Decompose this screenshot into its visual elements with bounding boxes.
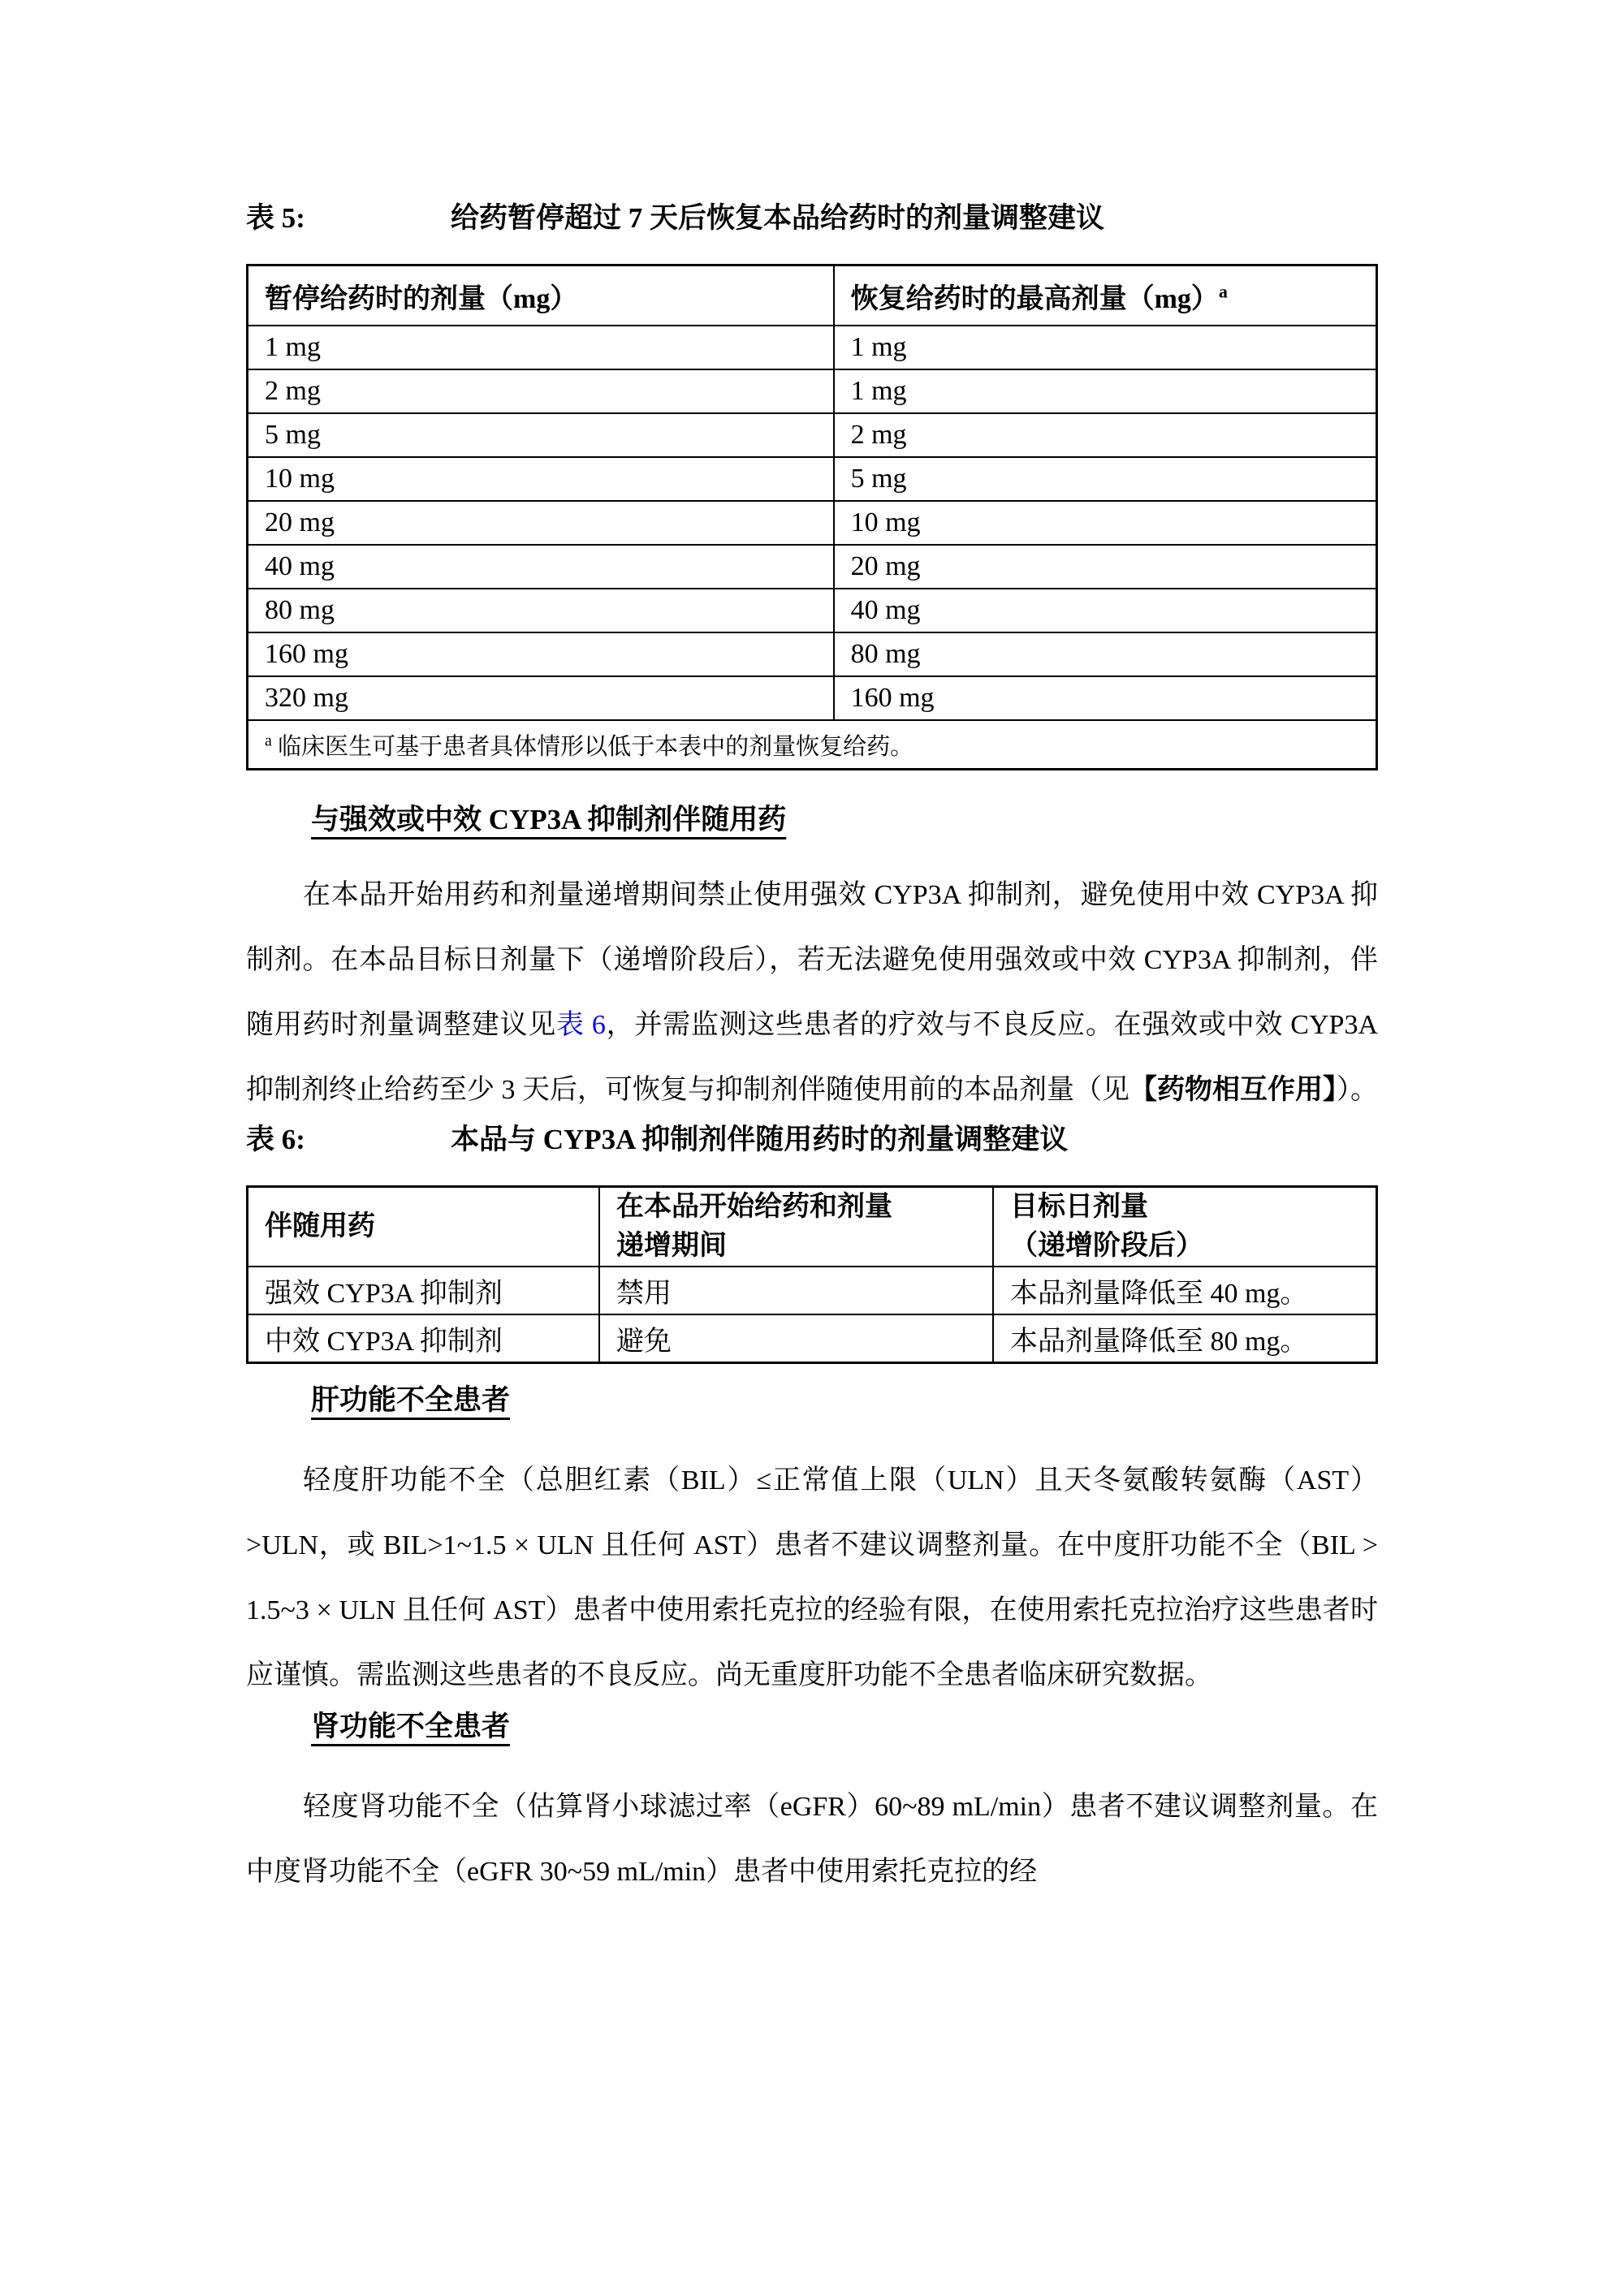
- table5-footnote-marker: a: [265, 731, 272, 749]
- paragraph-cyp3a-part2: ，并需监测这些患者的疗效与不良反应。在强效或中效 CYP3A 抑制剂终止给药至少 3 天后，可恢复与抑制剂伴随使用前的本品剂量（见: [246, 1010, 1378, 1105]
- table5-header-row: [248, 265, 1377, 326]
- paragraph-cyp3a-part3: ）。: [1337, 1075, 1378, 1105]
- table6-caption: [246, 1123, 1378, 1157]
- table-cell: 40 mg: [834, 589, 1377, 632]
- paragraph-cyp3a-drug-interaction-ref: 【药物相互作用】: [1129, 1075, 1337, 1105]
- table5-header: [248, 265, 1377, 326]
- paragraph-cyp3a: [246, 863, 1378, 1123]
- table-row: [248, 501, 1377, 545]
- table-row: [248, 413, 1377, 457]
- table-row: [248, 326, 1377, 369]
- table5-footnote-text: 临床医生可基于患者具体情形以低于本表中的剂量恢复给药。: [278, 733, 914, 760]
- table6-header-target-daily-dose: 目标日剂量 （递增阶段后）: [993, 1187, 1377, 1267]
- table6-caption-label: 表 6:: [246, 1124, 305, 1155]
- table-cell: 160 mg: [834, 676, 1377, 720]
- paragraph-hepatic-impairment: 轻度肝功能不全（总胆红素（BIL）≤正常值上限（ULN）且天冬氨酸转氨酶（AST）>ULN，或 BIL>1~1.5 × ULN 且任何 AST）患者不建议调整剂量。在中度肝功能不全（BIL > 1.5~3 × ULN 且任何 AST）患者中使用索托克拉的经验有限，在使用索托克拉治疗这些患者时应谨慎。需监测这些患者的不良反应。尚无重度肝功能不全患者临床研究数据。: [246, 1465, 1378, 1690]
- table5-footnote-row: [248, 720, 1377, 770]
- table6-header-initiation-period: 在本品开始给药和剂量 递增期间: [599, 1187, 993, 1267]
- table6-header-comedication: 伴随用药: [248, 1187, 599, 1267]
- table-cell: 10 mg: [834, 501, 1377, 545]
- paragraph-cyp3a-part1: 在本品开始用药和剂量递增期间禁止使用强效 CYP3A 抑制剂，避免使用中效 CYP3A 抑制剂。在本品目标日剂量下（递增阶段后），若无法避免使用强效或中效 CYP3A 抑制剂，伴随用药时剂量调整建议见: [246, 880, 1378, 1040]
- table-cell: 80 mg: [248, 589, 834, 632]
- table5-header-resume-dose-label: 恢复给药时的最高剂量（mg）: [850, 283, 1219, 314]
- table5-header-footnote-marker: a: [1218, 281, 1228, 302]
- table-row: [248, 369, 1377, 413]
- heading-renal-impairment: 肾功能不全患者: [311, 1711, 511, 1742]
- table-row: [248, 1267, 1377, 1314]
- table5-header-paused-dose: [248, 265, 834, 326]
- table-cell: 中效 CYP3A 抑制剂: [248, 1314, 599, 1363]
- table5-body: [248, 326, 1377, 720]
- table5-header-paused-dose-label: 暂停给药时的剂量（mg）: [265, 283, 578, 314]
- table-cell: 5 mg: [834, 457, 1377, 501]
- table-cell: 10 mg: [248, 457, 834, 501]
- paragraph-renal-impairment: 轻度肾功能不全（估算肾小球滤过率（eGFR）60~89 mL/min）患者不建议调整剂量。在中度肾功能不全（eGFR 30~59 mL/min）患者中使用索托克拉的经: [246, 1792, 1378, 1887]
- table-row: [248, 632, 1377, 676]
- table-cell: 20 mg: [248, 501, 834, 545]
- table6-cyp3a-dose-adjustment: [246, 1185, 1378, 1364]
- table-cell: 5 mg: [248, 413, 834, 457]
- table-cell: 禁用: [599, 1267, 993, 1314]
- table5-footnote-cell: [248, 720, 1377, 770]
- table6-crossref-link[interactable]: 表 6: [555, 1010, 606, 1040]
- table6-header-row: [248, 1187, 1377, 1267]
- table5-caption-text: 给药暂停超过 7 天后恢复本品给药时的剂量调整建议: [451, 202, 1105, 234]
- table-row: [248, 545, 1377, 589]
- table-cell: 20 mg: [834, 545, 1377, 589]
- table-cell: 2 mg: [248, 369, 834, 413]
- table-cell: 80 mg: [834, 632, 1377, 676]
- table-cell: 1 mg: [834, 369, 1377, 413]
- table-cell: 40 mg: [248, 545, 834, 589]
- table5-footer: [248, 720, 1377, 770]
- table-cell: 1 mg: [834, 326, 1377, 369]
- table-row: [248, 676, 1377, 720]
- table5-dose-resumption: [246, 264, 1378, 770]
- table6-body: [248, 1267, 1377, 1363]
- table-cell: 本品剂量降低至 40 mg。: [993, 1267, 1377, 1314]
- table-row: [248, 457, 1377, 501]
- table5-caption-label: 表 5:: [246, 202, 305, 234]
- table-cell: 160 mg: [248, 632, 834, 676]
- table6-caption-text: 本品与 CYP3A 抑制剂伴随用药时的剂量调整建议: [451, 1124, 1069, 1155]
- table-cell: 本品剂量降低至 80 mg。: [993, 1314, 1377, 1363]
- table-cell: 强效 CYP3A 抑制剂: [248, 1267, 599, 1314]
- table-cell: 2 mg: [834, 413, 1377, 457]
- table-cell: 320 mg: [248, 676, 834, 720]
- heading-hepatic-impairment: 肝功能不全患者: [311, 1384, 511, 1416]
- table6-header: [248, 1187, 1377, 1267]
- document-content: [246, 0, 1378, 1905]
- table5-caption: [246, 201, 1378, 235]
- table5-header-resume-dose: [834, 265, 1377, 326]
- table-row: [248, 1314, 1377, 1363]
- heading-cyp3a-inhibitor-comedication: 与强效或中效 CYP3A 抑制剂伴随用药: [311, 804, 787, 835]
- table-cell: 1 mg: [248, 326, 834, 369]
- table-row: [248, 589, 1377, 632]
- table-cell: 避免: [599, 1314, 993, 1363]
